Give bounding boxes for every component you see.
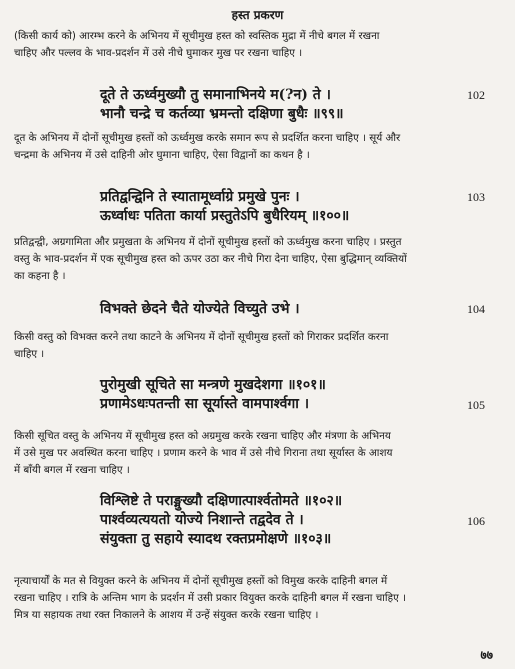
text-line: का कहना है । [14,270,66,282]
verse-number: 106 [467,514,485,528]
verse-block [100,188,420,226]
text-line: प्रतिद्वन्द्वी, अग्रगामिता और प्रमुखता के अभिनय में दोनों सूचीमुख हस्तों को ऊर्ध्वमुख करना चाहिए । प्रस्तुत [14,236,402,248]
verse-number: 102 [467,88,485,102]
commentary-paragraph [14,234,499,285]
verse-line: पार्श्वव्यत्ययतो योज्ये निशान्ते तद्वदेव ते । [100,512,304,528]
page-header: हस्त प्रकरण [231,8,284,22]
text-line: वस्तु के भाव-प्रदर्शन में एक सूचीमुख हस्त को ऊपर उठा कर नीचे गिरा देना चाहिए, ऐसा बुद्धिमान् व्यक्तियों [14,253,407,265]
text-line: दूत के अभिनय में दोनों सूचीमुख हस्तों को ऊर्ध्वमुख करके समान रूप से प्रदर्शित करना चाहिए । सूर्य और [14,132,401,144]
verse-block [100,376,420,414]
commentary-paragraph [14,428,499,479]
verse-block [100,300,420,319]
verse-number: 105 [467,398,485,412]
verse-line: दूते ते ऊर्ध्वमुख्यौ तु समानाभिनये म(?न) ते । [100,87,331,103]
text-line: किसी सूचित वस्तु के अभिनय में सूचीमुख हस्त को अग्रमुख करके रखना चाहिए और मंत्रणा के अभिनय [14,430,391,442]
verse-line: भानौ चन्द्रे च कर्तव्या भ्रमन्तो दक्षिणा बुधैः ॥९९॥ [100,106,344,122]
verse-line: विश्लिष्टे ते पराङ्मुख्यौ दक्षिणात्पार्श्वतोमते ॥१०२॥ [100,493,343,509]
verse-block [100,86,420,124]
text-line: मित्र या सहायक तथा रक्त निकालने के आशय में उन्हें संयुक्त करके रखना चाहिए । [14,609,319,621]
verse-line: पुरोमुखी सूचिते सा मन्त्रणे मुखदेशगा ॥१०१॥ [100,377,326,393]
verse-line: ऊर्ध्वाधः पतिता कार्या प्रस्तुतेऽपि बुधैरियम् ॥१००॥ [100,208,350,224]
text-line: में बाँयी बगल में रखना चाहिए । [14,464,130,476]
intro-paragraph [14,28,499,62]
text-line: चाहिए और पल्लव के भाव-प्रदर्शन में उसे नीचे घुमाकर मुख पर रखना चाहिए । [14,47,303,59]
text-line: चन्द्रमा के अभिनय में उसे दाहिनी ओर घुमाना चाहिए, ऐसा विद्वानों का कथन है । [14,149,310,161]
verse-line: प्रणामेऽधःपतन्ती सा सूर्यास्ते वामपार्श्वगा । [100,396,310,412]
verse-block [100,492,420,549]
text-line: नृत्याचार्यों के मत से वियुक्त करने के अभिनय में दोनों सूचीमुख हस्तों को विमुख करके दाहिनी बगल में [14,575,388,587]
verse-line: विभक्ते छेदने चैते योज्येते विच्युते उभे । [100,301,300,317]
text-line: चाहिए । [14,348,45,360]
commentary-paragraph [14,329,499,363]
commentary-paragraph [14,130,499,164]
verse-number: 103 [467,190,485,204]
text-line: में उसे मुख पर अवस्थित करना चाहिए । प्रणाम करने के भाव में उसे नीचे गिराना तथा सूर्यास्त के आशय [14,447,393,459]
verse-number: 104 [467,302,485,316]
verse-line: संयुक्ता तु सहाये स्यादथ रक्तप्रमोक्षणे ॥१०३॥ [100,531,332,547]
text-line: रखना चाहिए । रात्रि के अन्तिम भाग के प्रदर्शन में उसी प्रकार वियुक्त करके दाहिनी बगल में रखना चाहिए । [14,592,406,604]
text-line: (किसी कार्य को) आरम्भ करने के अभिनय में सूचीमुख हस्त को स्वस्तिक मुद्रा में नीचे बगल में रखना [14,30,380,42]
verse-line: प्रतिद्वन्द्विनि ते स्यातामूर्ध्वाग्रे प्रमुखे पुनः । [100,189,300,205]
text-line: किसी वस्तु को विभक्त करने तथा काटने के अभिनय में दोनों सूचीमुख हस्तों को गिराकर प्रदर्शित करना [14,331,389,343]
commentary-paragraph [14,573,499,624]
page-number: ७७ [480,648,493,662]
